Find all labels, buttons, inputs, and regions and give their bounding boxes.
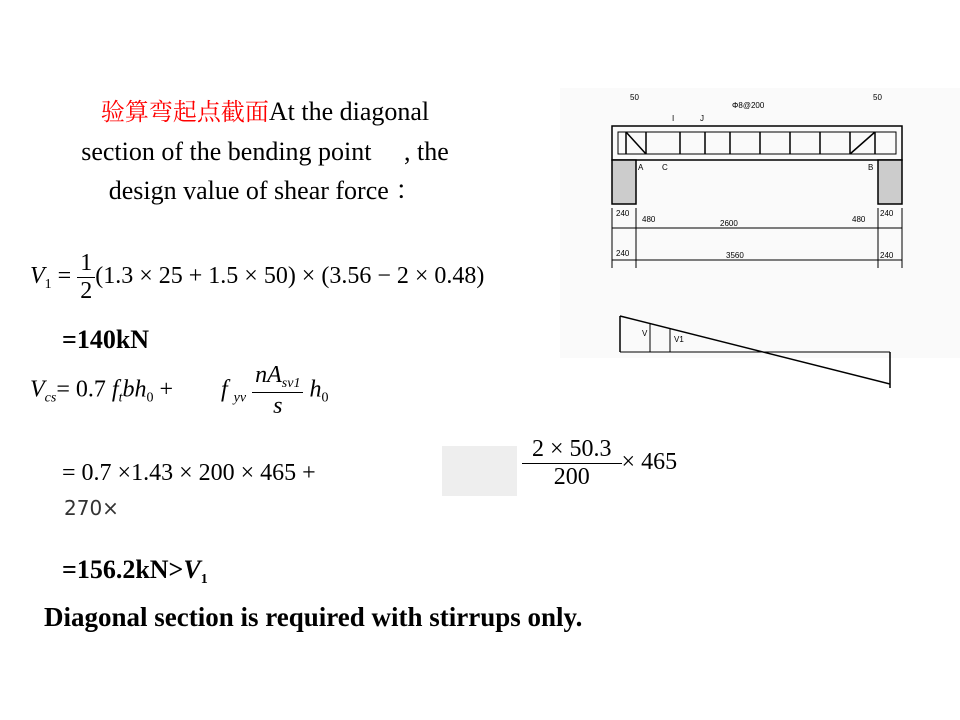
conclusion-text: Diagonal section is required with stirrups only. [44, 602, 583, 632]
eq2-bh-sub: 0 [146, 390, 154, 406]
equation-vcs [30, 362, 328, 420]
beam-body [612, 126, 902, 268]
eq2-fyv-sub: yv [233, 390, 247, 406]
shear-svg [610, 312, 900, 394]
dim-2600: 2600 [720, 219, 738, 228]
eq1-equals: = [51, 263, 78, 290]
beam-outline [612, 126, 902, 160]
mark-A: A [638, 163, 644, 172]
dim-3560: 3560 [726, 251, 744, 260]
eq2-fyv: f [221, 376, 228, 403]
result2-v-sub: 1 [200, 572, 208, 587]
eq2-num-sub: sv1 [281, 376, 301, 391]
intro-line1-text: At the diagonal [268, 97, 430, 126]
dim-top-left: 50 [630, 93, 639, 102]
eq2-lhs: V [30, 376, 45, 403]
shear-label-v: V [642, 329, 648, 338]
bent-bar [626, 132, 646, 154]
eq3-num: 2 × 50.3 [522, 436, 622, 464]
mark-I: I [672, 114, 675, 123]
eq1-lhs: V [30, 263, 45, 290]
eq3-fraction [522, 436, 622, 491]
left-support [612, 160, 636, 204]
eq1-lhs-sub: 1 [44, 277, 52, 293]
intro-line2a-text: section of the bending point [81, 137, 372, 166]
eq1-fraction [77, 250, 95, 305]
eq2-den: s [273, 393, 283, 419]
shear-diagram [610, 312, 900, 394]
equation-continuation: 270× [64, 496, 119, 520]
shear-label-v1: V1 [674, 335, 684, 344]
mark-B: B [868, 163, 874, 172]
dim-top-right: 50 [873, 93, 882, 102]
stirrup-label: Φ8@200 [732, 101, 765, 110]
mark-J: J [700, 114, 704, 123]
result2-v: V [183, 555, 201, 584]
eq1-rest: (1.3 × 25 + 1.5 × 50) × (3.56 − 2 × 0.48) [95, 263, 485, 290]
dim-480-b: 480 [852, 215, 866, 224]
result-140kn: =140kN [62, 325, 150, 354]
blank-box [442, 446, 517, 496]
dim-240-d: 240 [880, 251, 894, 260]
eq1-num: 1 [77, 250, 95, 278]
intro-text [30, 92, 500, 210]
eq2-fraction [252, 362, 303, 420]
intro-line-1 [30, 92, 500, 132]
shear-slope [620, 316, 890, 384]
result2-text: =156.2kN> [62, 555, 184, 584]
eq2-h-sub: 0 [321, 390, 329, 406]
intro-line2b-text: , the [404, 137, 449, 166]
eq2-num-text: nA [255, 362, 282, 388]
equation-substitution: = 0.7 ×1.43 × 200 × 465 + [62, 460, 316, 486]
equation-v1 [30, 250, 484, 305]
eq2-mid: = 0.7 [56, 376, 106, 403]
eq2-plus: + [153, 376, 173, 403]
result-156kn [62, 555, 208, 588]
chinese-title: 验算弯起点截面 [100, 98, 269, 126]
eq3-den: 200 [553, 464, 590, 490]
dim-240-a: 240 [616, 209, 630, 218]
eq2-h: h [309, 376, 322, 403]
equation-fraction-part [522, 436, 677, 491]
eq2-f-sub: t [118, 390, 123, 406]
eq2-f: f [111, 376, 119, 403]
mark-C: C [662, 163, 668, 172]
intro-line3-text: design value of shear force ： [108, 176, 422, 205]
dim-240-b: 240 [880, 209, 894, 218]
bent-bar [850, 132, 875, 154]
right-support [878, 160, 902, 204]
eq2-lhs-sub: cs [44, 390, 57, 406]
intro-line-3 [30, 171, 500, 210]
dim-240-c: 240 [616, 249, 630, 258]
dim-480-a: 480 [642, 215, 656, 224]
eq2-num [252, 362, 303, 393]
eq3-tail: × 465 [621, 449, 678, 476]
eq1-den: 2 [80, 278, 93, 304]
eq2-bh: bh [122, 376, 147, 403]
intro-line-2 [30, 132, 500, 171]
